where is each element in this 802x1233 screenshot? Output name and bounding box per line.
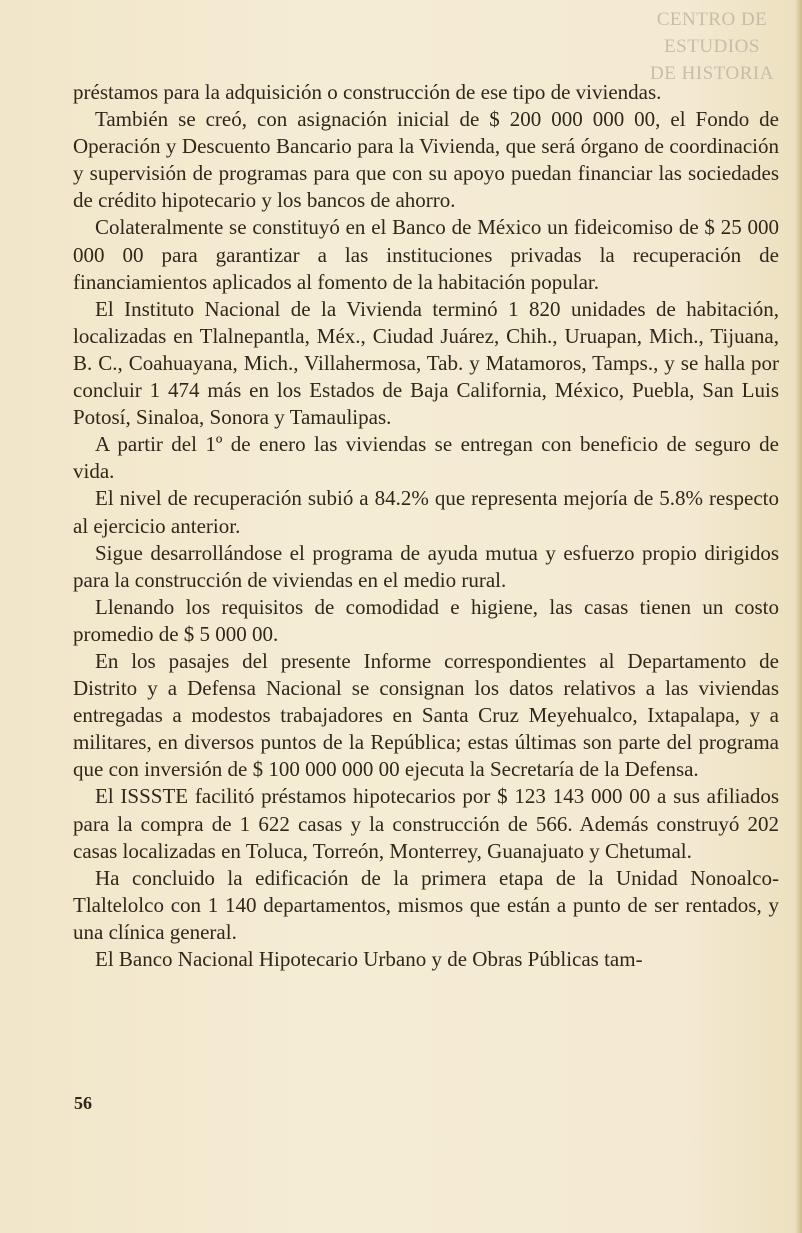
paragraph-seguro-vida: A partir del 1º de enero las viviendas se entregan con beneficio de seguro de vida. xyxy=(73,432,779,484)
paragraph-fondo-operacion: También se creó, con asignación inicial de $ 200 000 000 00, el Fondo de Operación y Descuento Bancario para la Vivienda, que será órgano de coordinación y supervisión de programas para que con su apoyo puedan financiar las sociedades de crédito hipotecario y los bancos de ahorro. xyxy=(73,107,779,213)
watermark-line-2: ESTUDIOS xyxy=(664,36,760,57)
watermark-line-1: CENTRO DE xyxy=(656,9,768,30)
body-text xyxy=(73,79,779,973)
paragraph-costo-promedio: Llenando los requisitos de comodidad e higiene, las casas tienen un costo promedio de $ 5 000 00. xyxy=(73,594,779,646)
page-edge xyxy=(796,0,802,1233)
archive-watermark xyxy=(632,6,792,87)
watermark-line-3: DE HISTORIA xyxy=(650,63,774,84)
paragraph-fideicomiso: Colateralmente se constituyó en el Banco de México un fideicomiso de $ 25 000 000 00 para garantizar a las instituciones privadas la recuperación de financiamientos aplicados al fomento de la habitación popular. xyxy=(73,215,779,294)
paragraph-recuperacion: El nivel de recuperación subió a 84.2% que representa mejoría de 5.8% respecto al ejercicio anterior. xyxy=(73,486,779,538)
paragraph-informe: En los pasajes del presente Informe correspondientes al Departamento de Distrito y a Defensa Nacional se consignan los datos relativos a las viviendas entregadas a modestos trabajadores en Santa Cruz Meyehualco, Ixtapalapa, y a militares, en diversos puntos de la República; estas últimas son parte del programa que con inversión de $ 100 000 000 00 ejecuta la Secretaría de la Defensa. xyxy=(73,648,779,782)
paragraph-continuation: préstamos para la adquisición o construcción de ese tipo de viviendas. xyxy=(73,80,662,104)
paragraph-ayuda-mutua: Sigue desarrollándose el programa de ayuda mutua y esfuerzo propio dirigidos para la construcción de viviendas en el medio rural. xyxy=(73,540,779,592)
paragraph-instituto-vivienda: El Instituto Nacional de la Vivienda terminó 1 820 unidades de habitación, localizadas en Tlalnepantla, Méx., Ciudad Juárez, Chih., Uruapan, Mich., Tijuana, B. C., Coahuayana, Mich., Villahermosa, Tab. y Matamoros, Tamps., y se halla por concluir 1 474 más en los Estados de Baja California, México, Puebla, San Luis Potosí, Sinaloa, Sonora y Tamaulipas. xyxy=(73,296,779,430)
paragraph-banco-hipotecario: El Banco Nacional Hipotecario Urbano y de Obras Públicas tam- xyxy=(95,947,643,971)
paragraph-issste: El ISSSTE facilitó préstamos hipotecarios por $ 123 143 000 00 a sus afiliados para la compra de 1 622 casas y la construcción de 566. Además construyó 202 casas localizadas en Toluca, Torreón, Monterrey, Guanajuato y Chetumal. xyxy=(73,784,779,863)
paragraph-nonoalco: Ha concluido la edificación de la primera etapa de la Unidad Nonoalco-Tlaltelolco con 1 140 departamentos, mismos que están a punto de ser rentados, y una clínica general. xyxy=(73,865,779,944)
page-number: 56 xyxy=(74,1093,92,1113)
